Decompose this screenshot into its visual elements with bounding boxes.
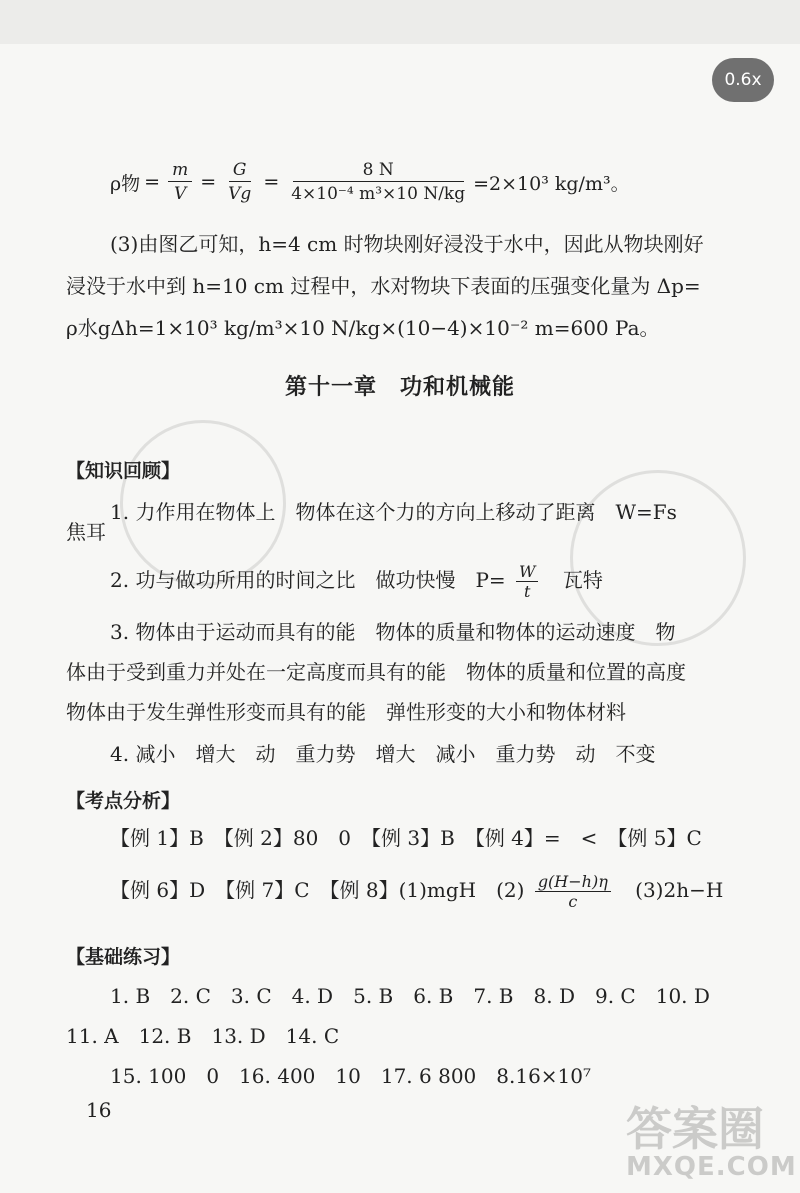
part3-line3: ρ水gΔh=1×10³ kg/m³×10 N/kg×(10−4)×10⁻² m=600 Pa。 (66, 316, 660, 340)
practice-line1: 1. B 2. C 3. C 4. D 5. B 6. B 7. B 8. D 9. C 10. D (110, 984, 710, 1008)
review-item1-line1: 1. 力作用在物体上 物体在这个力的方向上移动了距离 W=Fs (110, 500, 677, 524)
review-item4: 4. 减小 增大 动 重力势 增大 减小 重力势 动 不变 (110, 742, 656, 766)
analysis-line2: 【例 6】D 【例 7】C 【例 8】(1)mgH (2) $\frac{g(H-h)\eta}{c}$ (3)2h−H (110, 872, 724, 912)
zoom-level-badge[interactable]: 0.6x (712, 58, 774, 102)
review-item2: 2. 功与做功所用的时间之比 做功快慢 P= $\frac{W}{t}$ 瓦特 (110, 562, 603, 602)
practice-heading: 【基础练习】 (66, 946, 181, 968)
chapter-title: 第十一章 功和机械能 (284, 375, 515, 400)
part3-line1: (3)由图乙可知，h=4 cm 时物块刚好浸没于水中，因此从物块刚好 (110, 232, 704, 256)
site-watermark: 答案圈 MXQE.COM (626, 1102, 797, 1182)
part3-line2: 浸没于水中到 h=10 cm 过程中，水对物块下表面的压强变化量为 Δp= (66, 274, 701, 298)
practice-line3: 15. 100 0 16. 400 10 17. 6 800 8.16×10⁷ (110, 1064, 592, 1088)
fraction-g-over-vg: $\frac{G}{Vg}$ (228, 160, 252, 204)
review-heading: 【知识回顾】 (66, 460, 181, 482)
formula-lhs: ρ物 (110, 172, 141, 195)
fraction-m-over-v: $\frac{m}{V}$ (168, 160, 192, 204)
review-item3-line1: 3. 物体由于运动而具有的能 物体的质量和物体的运动速度 物 (110, 620, 676, 644)
fraction-numeric: $\frac{8 N}{\text{4×10⁻⁴ m³×10 N/kg}}$ (291, 160, 466, 204)
density-formula: ρ物 = $\frac{m}{V}$ = $\frac{G}{Vg}$ = $\frac{8 N}{\text{4×10⁻⁴ m³×10 N/kg}}$ =2×10³ kg/m³。 (110, 160, 630, 204)
analysis-line1: 【例 1】B 【例 2】80 0 【例 3】B 【例 4】= < 【例 5】C (110, 826, 702, 850)
top-bar (0, 0, 800, 44)
formula-result: =2×10³ kg/m³。 (473, 172, 630, 195)
analysis-heading: 【考点分析】 (66, 790, 181, 812)
review-item1-line2: 焦耳 (66, 520, 106, 544)
review-item3-line2: 体由于受到重力并处在一定高度而具有的能 物体的质量和位置的高度 (66, 660, 686, 684)
page-number: 16 (86, 1098, 112, 1122)
practice-line2: 11. A 12. B 13. D 14. C (66, 1024, 340, 1048)
review-item3-line3: 物体由于发生弹性形变而具有的能 弹性形变的大小和物体材料 (66, 700, 626, 724)
